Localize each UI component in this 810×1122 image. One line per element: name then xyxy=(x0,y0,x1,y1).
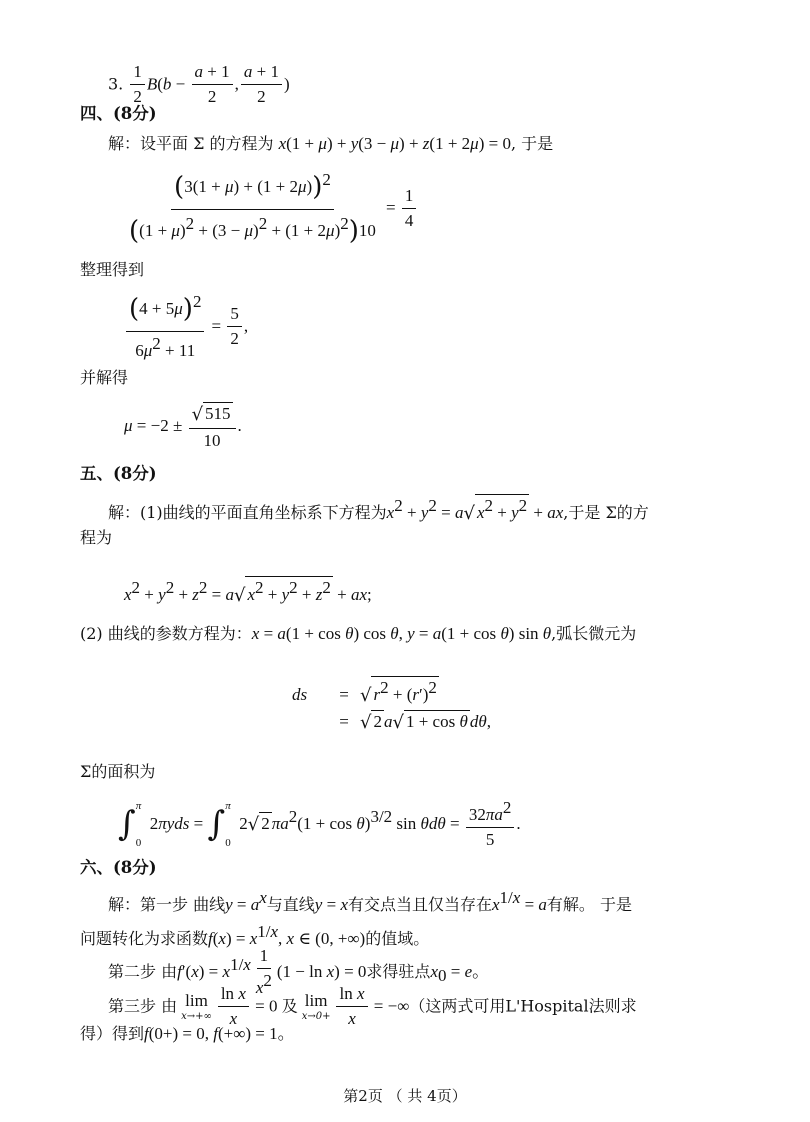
formula-frac: $\frac{a + 1}{2}$ xyxy=(192,62,233,108)
s4-solve: 并解得 xyxy=(80,368,129,387)
formula-4-2: $\frac{(4 + 5\mu)^2}{6\mu^2 + 11}$ = $\frac{5}{2}$ , xyxy=(124,292,248,362)
formula-5-2a: ds = √ $r^2 + (r')^2$ xyxy=(292,678,437,706)
s5-part1-end: ,于是 Σ的方 xyxy=(563,503,649,522)
formula-frac: $\frac{5}{2}$ xyxy=(227,304,242,350)
formula-frac: $\frac{\text{ln x}}{x}$ xyxy=(336,984,367,1030)
s6-step1-b: 与直线 xyxy=(266,895,315,914)
s6-step1-a: 解：第一步 曲线 xyxy=(108,895,226,914)
formula-5-1: $x^2 + y^2 + z^2 = a√$ $x^2 + y^2 + z^2$ + ax; xyxy=(124,578,372,606)
s6-step3-a: 第三步 由 xyxy=(108,996,178,1016)
formula-frac: $\frac{a + 1}{2}$ xyxy=(241,62,282,108)
s5-part1: 解：(1)曲线的平面直角坐标系下方程为$x^2 + y^2 = a√$ $x^2 + y^2$ + ax,于是 Σ的方 xyxy=(108,496,649,524)
formula-5-2b: = √ 2 a√ 1 + cos θ dθ, xyxy=(339,712,491,733)
formula-4-3: μ = −2 ± $\frac{√ 515}{10}$ . xyxy=(124,404,242,450)
section-heading-5: 五、(8分) xyxy=(80,464,157,483)
formula-5-3: ∫ π 0 2πyds = ∫ π 0 2√ 2 $\pi a^2(1 + \cos \theta)^{3/2}$ sin θdθ = $\frac{32\pi a^2}{5}$ . xyxy=(118,798,521,850)
formula-frac: $\frac{(3(1 + \mu) + (1 + 2\mu))^2}{((1 + \mu)^2 + (3 - \mu)^2 + (1 + 2\mu)^2)10}$ xyxy=(129,170,376,247)
s5-part1-cont: 程为 xyxy=(80,528,113,547)
s6-step2-a: 第二步 由 xyxy=(108,961,178,981)
formula-frac: $\frac{1}{2}$ xyxy=(130,62,145,108)
formula-frac: $\frac{32\pi a^2}{5}$ xyxy=(466,798,515,851)
s5-area: Σ的面积为 xyxy=(80,762,156,781)
section-heading-4: 四、(8分) xyxy=(80,104,157,123)
s5-part2-end: ,弧长微元为 xyxy=(551,624,637,643)
section-heading-6: 六、(8分) xyxy=(80,858,157,877)
s6-step1-c: 有交点当且仅当存在 xyxy=(347,895,492,914)
s6-step3-b: 及 xyxy=(281,996,298,1016)
formula-frac: $\frac{\text{ln x}}{x}$ xyxy=(218,984,249,1030)
s6-step2: 第二步 由$f'(x) = x^{1/x}$ $\frac{1}{x^2}$ (1 − ln x) = 0求得驻点$x_0 = e$。 xyxy=(108,946,490,998)
formula-frac: $\frac{1}{x^2}$ xyxy=(255,946,272,998)
s5-part2-text: (2) 曲线的参数方程为： xyxy=(80,624,252,643)
s6-step3: 第三步 由 lim x→+∞ $\frac{\text{ln x}}{x}$ = 0 及 lim x→0+ $\frac{\text{ln x}}{x}$ = −∞（这两式可用L'Hospital法则求 xyxy=(108,984,637,1029)
s4-intro-text: 解：设平面 Σ 的方程为 xyxy=(108,134,274,153)
s4-intro: 解：设平面 Σ 的方程为 x(1 + μ) + y(3 − μ) + z(1 + 2μ) = 0, 于是 xyxy=(108,134,554,153)
item-3-label: 3. xyxy=(108,74,124,94)
formula-frac: $\frac{1}{4}$ xyxy=(402,186,417,232)
page-footer: 第2页 （ 共 4页） xyxy=(343,1087,467,1105)
s6-step1-d: 有解。 于是 xyxy=(546,895,633,914)
s6-step1-cont: 问题转化为求函数$f(x) = x^{1/x}$, x ∈ (0, +∞)的值域。 xyxy=(80,922,430,948)
formula-4-1: $\frac{(3(1 + \mu) + (1 + 2\mu))^2}{((1 + \mu)^2 + (3 - \mu)^2 + (1 + 2\mu)^2)10}$ = $\frac{1}{4}$ xyxy=(124,170,418,247)
formula-frac: $\frac{√ 515}{10}$ xyxy=(189,402,236,451)
s6-step1-e: 问题转化为求函数 xyxy=(80,929,209,948)
s6-step3-d: 得）得到 xyxy=(80,1024,145,1043)
s6-step2-b: 求得驻点 xyxy=(366,961,431,981)
formula-frac: $\frac{(4 + 5\mu)^2}{6\mu^2 + 11}$ xyxy=(126,292,204,362)
s6-step1-f: 的值域。 xyxy=(365,929,430,948)
s6-step3-c: （这两式可用L'Hospital法则求 xyxy=(409,996,637,1016)
s5-part2: (2) 曲线的参数方程为：x = a(1 + cos θ) cos θ, y = a(1 + cos θ) sin θ,弧长微元为 xyxy=(80,624,637,643)
s6-step3-cont: 得）得到f(0+) = 0, f(+∞) = 1。 xyxy=(80,1024,295,1043)
s4-rearrange: 整理得到 xyxy=(80,260,145,279)
s5-part1-text: 解：(1)曲线的平面直角坐标系下方程为 xyxy=(108,503,387,522)
s4-intro-end: , 于是 xyxy=(510,134,554,153)
s6-step1: 解：第一步 曲线$y = a^x$与直线y = x有交点当且仅当存在$x^{1/x} = a$有解。 于是 xyxy=(108,888,633,914)
item-3: 3. $\frac{1}{2}$ B(b − $\frac{a + 1}{2}$ , $\frac{a + 1}{2}$ ) xyxy=(108,62,290,107)
